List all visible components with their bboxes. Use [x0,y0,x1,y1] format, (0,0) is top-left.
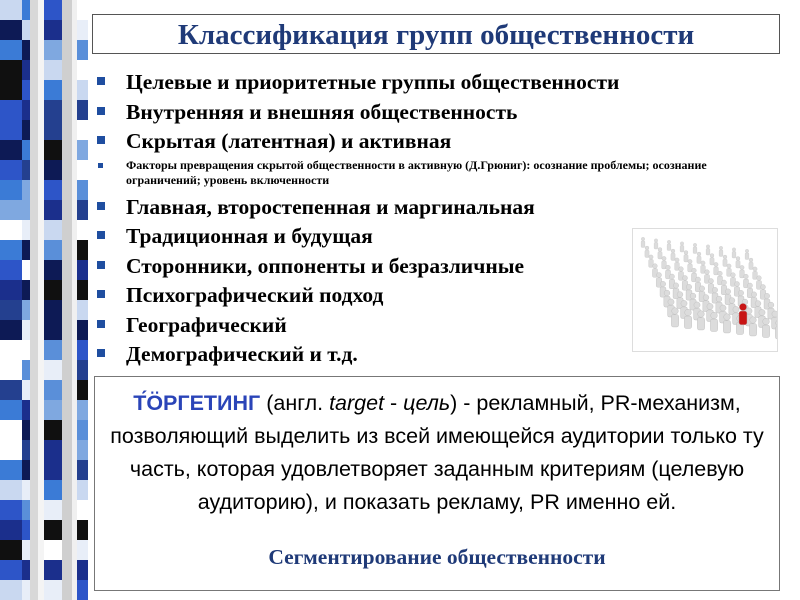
mosaic-stripe [72,0,77,600]
person-figure-icon [641,237,645,247]
person-figure-icon [762,318,769,337]
mosaic-tile [0,580,22,600]
mosaic-tile [0,280,22,300]
list-item-text: Традиционная и будущая [126,224,373,248]
classification-list [96,68,707,370]
mosaic-tile [0,560,22,580]
list-item-text: Сторонники, оппоненты и безразличные [126,253,525,278]
crowd-illustration [632,228,778,352]
mosaic-tile [0,140,22,160]
person-figure-icon [723,314,730,333]
mosaic-tile [0,100,22,120]
list-item [96,281,656,311]
list-item [96,98,656,128]
person-figure-icon [693,243,697,253]
mosaic-tile [0,480,22,500]
mosaic-tile [0,340,22,360]
crowd-icon [633,229,777,351]
person-figure-icon [671,249,675,260]
list-item [96,127,656,157]
definition-part: ) - рекламный, PR-механизм, позволяющий выделить из всей имеющейся аудитории только ту часть, которая удовлетворяет заданным критериям (целевую аудиторию), и показать рекламу, PR именно ей. [110,391,764,514]
person-figure-icon [723,255,727,266]
slide-title: Классификация групп общественности [177,19,695,51]
list-item-text: Психографический подход [126,283,384,307]
definition-box [94,376,780,591]
list-item-text: Факторы превращения скрытой общественности в активную (Д.Грюниг): осознание проблемы; осознание ограничений; уровень включенности [126,157,707,187]
list-item-text: Скрытая (латентная) и активная [126,129,452,153]
square-bullet-icon [97,261,105,269]
list-item-text: Главная, второстепенная и маргинальная [126,194,535,219]
list-item-text: Целевые и приоритетные группы общественности [126,70,620,94]
square-bullet-icon [97,136,105,144]
definition-translation: цель [403,391,451,415]
person-figure-icon [706,245,710,255]
person-figure-icon [736,257,740,268]
definition-term: Т́ӦРГЕТИНГ [133,391,261,415]
list-item [96,68,656,98]
definition-part: (англ. [260,391,330,415]
square-bullet-icon [97,349,105,357]
mosaic-tile [0,120,22,140]
list-item-note [96,158,766,188]
list-item [96,252,656,282]
mosaic-tile [0,520,22,540]
person-figure-icon [697,311,704,330]
person-figure-icon [671,308,678,327]
person-figure-icon [645,246,649,257]
mosaic-tile [0,180,22,200]
mosaic-tile [0,260,22,280]
mosaic-tile [0,380,22,400]
person-figure-icon [684,251,688,262]
person-figure-icon [749,317,756,336]
person-figure-icon [775,320,777,339]
person-figure-icon [719,246,723,256]
list-item [96,311,656,341]
mosaic-tile [0,460,22,480]
person-figure-icon [667,240,671,250]
person-figure-icon [745,249,749,259]
list-item [96,340,656,370]
square-bullet-icon [97,231,105,239]
definition-text [107,387,767,519]
mosaic-tile [0,300,22,320]
person-figure-icon [654,239,658,249]
decorative-mosaic-strip [0,0,88,600]
person-figure-icon [772,311,777,329]
mosaic-tile [0,40,22,60]
mosaic-tile [0,0,22,20]
mosaic-stripe [38,0,44,600]
person-figure-icon [680,242,684,252]
person-figure-icon [684,309,691,328]
list-item-text: Географический [126,312,287,337]
leader-figure-icon [739,303,747,325]
mosaic-tile [0,320,22,340]
square-bullet-icon [97,290,105,298]
definition-part: - [384,391,404,415]
square-bullet-icon [97,107,105,115]
mosaic-tile [0,420,22,440]
person-figure-icon [658,248,662,259]
square-bullet-icon [97,320,105,328]
person-figure-icon [710,312,717,331]
mosaic-tile [0,200,22,220]
mosaic-tile [0,400,22,420]
mosaic-tile [0,20,22,40]
definition-footer: Сегментирование общественности [268,545,606,569]
mosaic-tile [0,160,22,180]
list-item [96,193,656,223]
square-bullet-icon [97,77,105,85]
list-item [96,222,656,252]
person-figure-icon [732,248,736,258]
list-item-text: Внутренняя и внешняя общественность [126,99,518,124]
mosaic-tile [0,220,22,240]
mosaic-tile [0,440,22,460]
definition-english-word: target [329,391,385,415]
mosaic-tile [0,360,22,380]
person-figure-icon [697,252,701,263]
square-bullet-icon [98,163,103,168]
person-figure-icon [710,254,714,265]
mosaic-tile [0,500,22,520]
mosaic-tile [0,60,22,80]
person-figure-icon [749,258,753,269]
list-item-text: Демографический и т.д. [126,342,358,366]
title-box [92,14,780,54]
square-bullet-icon [97,202,105,210]
mosaic-tile [0,240,22,260]
mosaic-tile [0,540,22,560]
mosaic-tile [0,80,22,100]
